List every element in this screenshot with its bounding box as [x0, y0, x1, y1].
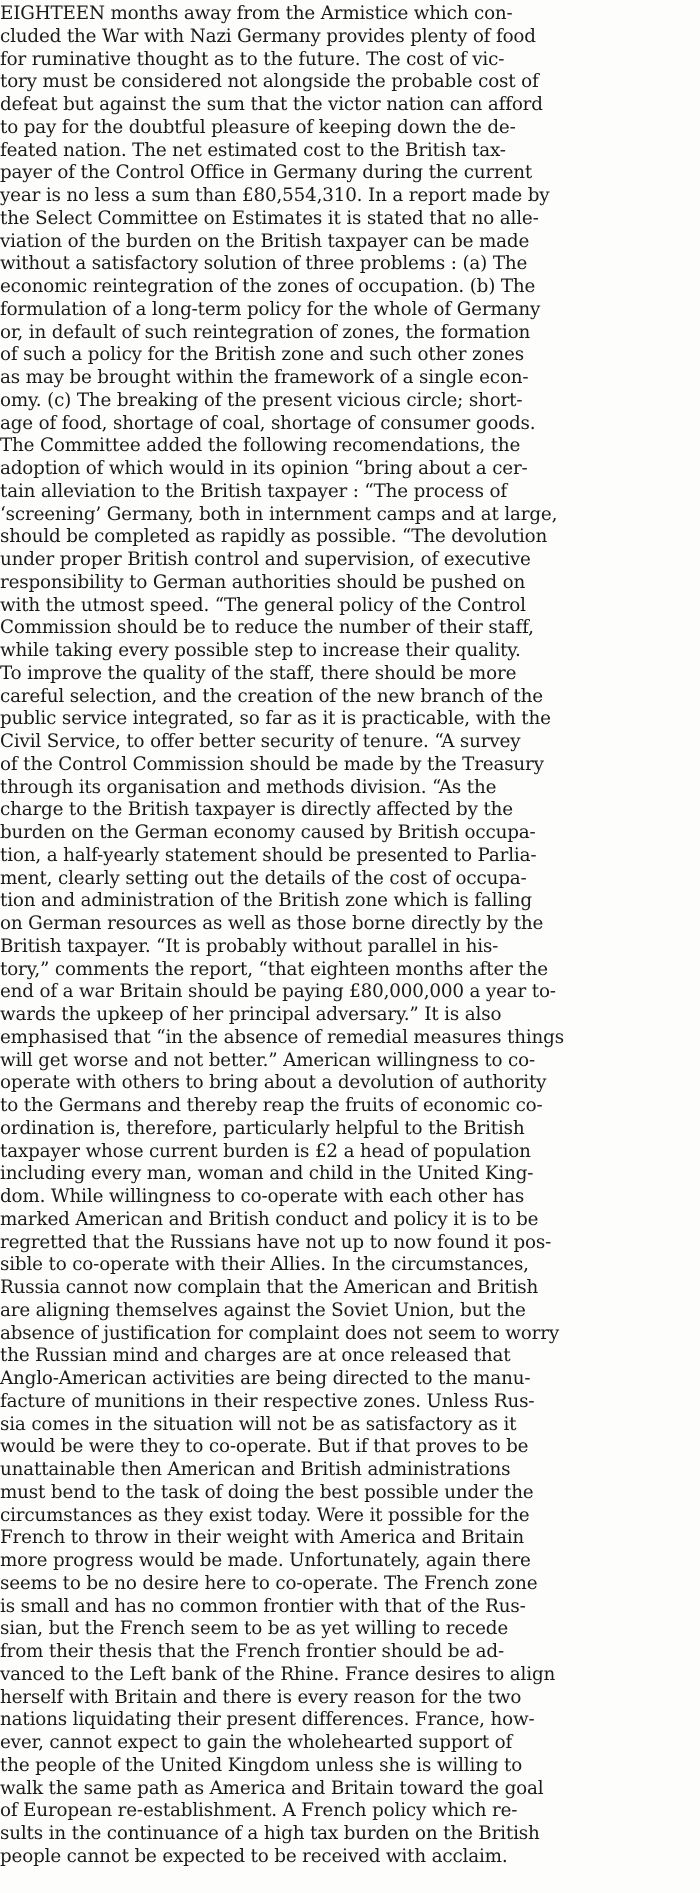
text-line: vanced to the Left bank of the Rhine. France desires to align — [0, 1663, 556, 1685]
text-line: herself with Britain and there is every reason for the two — [0, 1686, 522, 1708]
text-line: regretted that the Russians have not up to now found it pos- — [0, 1231, 552, 1253]
text-line: the people of the United Kingdom unless she is willing to — [0, 1754, 523, 1776]
text-line: to the Germans and thereby reap the fruits of economic co- — [0, 1095, 543, 1116]
text-line: charge to the British taxpayer is directly affected by the — [0, 799, 513, 821]
text-line: or, in default of such reintegration of zones, the formation — [0, 321, 531, 343]
text-line: more progress would be made. Unfortunately, again there — [0, 1550, 531, 1571]
text-line: end of a war Britain should be paying £80,000,000 a year to- — [0, 981, 556, 1003]
text-line: burden on the German economy caused by British occupa- — [0, 822, 536, 843]
text-line: sian, but the French seem to be as yet willing to recede — [0, 1618, 509, 1640]
text-line: tion, a half-yearly statement should be presented to Parlia- — [0, 844, 537, 866]
text-line: To improve the quality of the staff, there should be more — [0, 662, 517, 684]
text-line: circumstances as they exist today. Were it possible for the — [0, 1504, 530, 1526]
text-line: from their thesis that the French frontier should be ad- — [0, 1641, 504, 1662]
text-line: ‘screening’ Germany, both in internment camps and at large, — [0, 503, 558, 525]
text-line: emphasised that “in the absence of remedial measures things — [0, 1026, 564, 1048]
text-line: British taxpayer. “It is probably without parallel in his- — [0, 935, 499, 957]
text-line: sults in the continuance of a high tax burden on the British — [0, 1823, 540, 1844]
text-line: without a satisfactory solution of three problems : (a) The — [0, 253, 528, 275]
text-line: should be completed as rapidly as possible. “The devolution — [0, 526, 548, 548]
text-line: year is no less a sum than £80,554,310. In a report made by — [0, 185, 550, 206]
text-line: cluded the War with Nazi Germany provides plenty of food — [0, 25, 536, 47]
text-line: while taking every possible step to increase their quality. — [0, 640, 521, 661]
text-line: wards the upkeep of her principal adversary.” It is also — [0, 1004, 502, 1025]
text-line: public service integrated, so far as it is practicable, with the — [0, 708, 551, 730]
text-line: tion and administration of the British zone which is falling — [0, 890, 532, 912]
text-line: payer of the Control Office in Germany during the current — [0, 162, 533, 184]
text-line: tain alleviation to the British taxpayer : “The process of — [0, 480, 507, 502]
text-line: will get worse and not better.” American willingness to co- — [0, 1049, 536, 1071]
text-line: the Select Committee on Estimates it is stated that no alle- — [0, 207, 539, 229]
text-line: dom. While willingness to co-operate with each other has — [0, 1186, 525, 1207]
text-line: formulation of a long-term policy for the whole of Germany — [0, 298, 541, 320]
text-line: responsibility to German authorities should be pushed on — [0, 571, 526, 593]
text-line: French to throw in their weight with America and Britain — [0, 1527, 525, 1549]
text-line: omy. (c) The breaking of the present vicious circle; short- — [0, 389, 523, 411]
text-line: must bend to the task of doing the best possible under the — [0, 1481, 534, 1503]
text-line: are aligning themselves against the Soviet Union, but the — [0, 1299, 526, 1321]
text-line: seems to be no desire here to co-operate. The French zone — [0, 1572, 538, 1594]
text-line: on German resources as well as those borne directly by the — [0, 913, 544, 934]
text-line: for ruminative thought as to the future. The cost of vic- — [0, 48, 505, 70]
text-line: Civil Service, to offer better security of tenure. “A survey — [0, 731, 521, 752]
text-line: facture of munitions in their respective zones. Unless Rus- — [0, 1390, 535, 1412]
text-line: of European re-establishment. A French policy which re- — [0, 1800, 518, 1822]
text-line: age of food, shortage of coal, shortage of consumer goods. — [0, 412, 536, 434]
text-line: sible to co-operate with their Allies. In the circumstances, — [0, 1254, 529, 1276]
text-line: adoption of which would in its opinion “bring about a cer- — [0, 458, 528, 479]
text-line: of the Control Commission should be made by the Treasury — [0, 753, 544, 775]
text-line: including every man, woman and child in the United King- — [0, 1163, 534, 1185]
text-line: as may be brought within the framework of a single econ- — [0, 367, 529, 388]
text-line: ever, cannot expect to gain the wholehearted support of — [0, 1732, 513, 1753]
text-line: under proper British control and supervision, of executive — [0, 549, 531, 570]
text-line: ment, clearly setting out the details of the cost of occupa- — [0, 867, 527, 889]
text-line: viation of the burden on the British taxpayer can be made — [0, 230, 530, 252]
text-line: Russia cannot now complain that the American and British — [0, 1277, 539, 1298]
text-line: through its organisation and methods division. “As the — [0, 776, 497, 798]
text-line: people cannot be expected to be received with acclaim. — [0, 1845, 508, 1867]
text-line: absence of justification for complaint does not seem to worry — [0, 1322, 560, 1344]
text-line: with the utmost speed. “The general policy of the Control — [0, 594, 526, 616]
text-line: EIGHTEEN months away from the Armistice which con- — [0, 3, 513, 24]
text-line: economic reintegration of the zones of occupation. (b) The — [0, 276, 536, 297]
text-line: the Russian mind and charges are at once released that — [0, 1345, 511, 1367]
text-line: tory,” comments the report, “that eighteen months after the — [0, 958, 548, 980]
text-line: The Committee added the following recomendations, the — [0, 435, 521, 457]
text-line: operate with others to bring about a devolution of authority — [0, 1072, 547, 1094]
text-line: taxpayer whose current burden is £2 a head of population — [0, 1140, 531, 1162]
text-line: defeat but against the sum that the victor nation can afford — [0, 94, 543, 115]
text-line: sia comes in the situation will not be as satisfactory as it — [0, 1413, 517, 1435]
text-line: careful selection, and the creation of the new branch of the — [0, 685, 543, 707]
text-line: feated nation. The net estimated cost to the British tax- — [0, 139, 506, 161]
text-line: tory must be considered not alongside the probable cost of — [0, 71, 539, 93]
text-line: unattainable then American and British administrations — [0, 1459, 511, 1480]
text-line: ordination is, therefore, particularly helpful to the British — [0, 1117, 525, 1139]
text-line: would be were they to co-operate. But if that proves to be — [0, 1436, 529, 1458]
text-line: is small and has no common frontier with that of the Rus- — [0, 1595, 526, 1617]
text-line: to pay for the doubtful pleasure of keeping down the de- — [0, 116, 516, 138]
text-line: Commission should be to reduce the number of their staff, — [0, 617, 534, 639]
text-line: nations liquidating their present differences. France, how- — [0, 1709, 535, 1731]
text-line: of such a policy for the British zone and such other zones — [0, 344, 524, 366]
text-line: walk the same path as America and Britain toward the goal — [0, 1777, 544, 1799]
text-line: marked American and British conduct and policy it is to be — [0, 1208, 539, 1230]
text-line: Anglo-American activities are being directed to the manu- — [0, 1368, 531, 1389]
